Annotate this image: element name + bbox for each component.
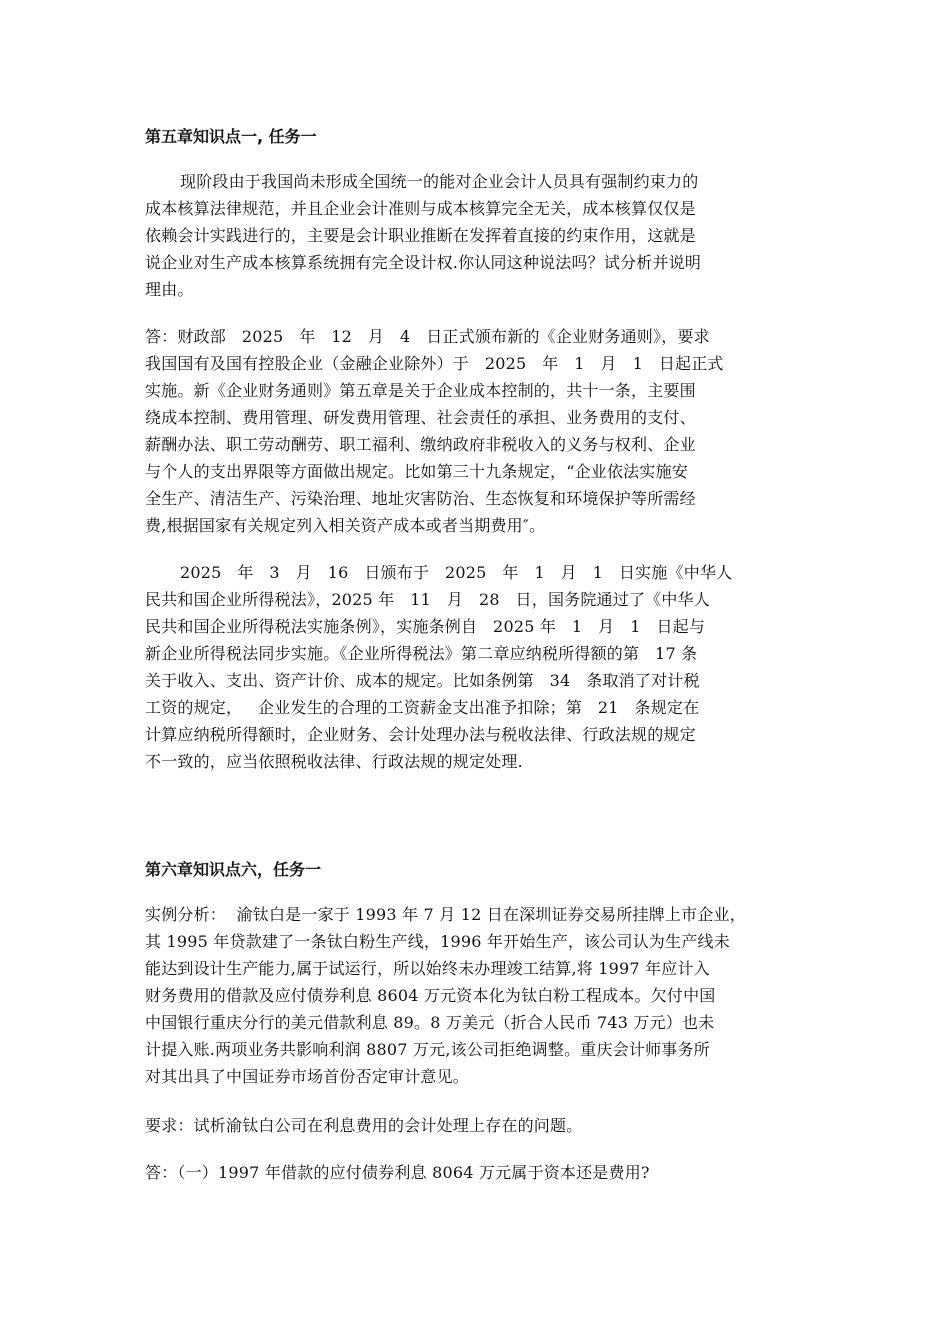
text-line: 理由。	[145, 280, 194, 299]
section-heading-chapter-6: 第六章知识点六，任务一	[145, 860, 322, 879]
text-line: 财务费用的借款及应付债券利息 8604 万元资本化为钛白粉工程成本。欠付中国	[145, 986, 716, 1005]
text-line: 依赖会计实践进行的，主要是会计职业推断在发挥着直接的约束作用，这就是	[145, 226, 696, 245]
text-line: 答：财政部 2025 年 12 月 4 日正式颁布新的《企业财务通则》，要求	[145, 327, 710, 346]
text-line: 成本核算法律规范，并且企业会计准则与成本核算完全无关，成本核算仅仅是	[145, 199, 696, 218]
text-line: 民共和国企业所得税法实施条例》，实施条例自 2025 年 1 月 1 日起与	[145, 617, 706, 636]
text-line: 实例分析： 渝钛白是一家于 1993 年 7 月 12 日在深圳证券交易所挂牌上市企业，	[145, 905, 746, 924]
text-line: 工资的规定， 企业发生的合理的工资薪金支出准予扣除；第 21 条规定在	[145, 698, 700, 717]
text-line: 说企业对生产成本核算系统拥有完全设计权.你认同这种说法吗？试分析并说明	[145, 253, 702, 272]
text-line: 不一致的，应当依照税收法律、行政法规的规定处理.	[145, 752, 523, 771]
text-line: 全生产、清洁生产、污染治理、地址灾害防治、生态恢复和环境保护等所需经	[145, 489, 696, 508]
text-line: 2025 年 3 月 16 日颁布于 2025 年 1 月 1 日实施《中华人	[180, 563, 733, 582]
text-line: 计算应纳税所得额时，企业财务、会计处理办法与税收法律、行政法规的规定	[145, 725, 696, 744]
text-line: 民共和国企业所得税法》，2025 年 11 月 28 日，国务院通过了《中华人	[145, 590, 710, 609]
text-line: 薪酬办法、职工劳动酬劳、职工福利、缴纳政府非税收入的义务与权利、企业	[145, 435, 696, 454]
text-line: 绕成本控制、费用管理、研发费用管理、社会责任的承担、业务费用的支付、	[145, 408, 696, 427]
text-line: 现阶段由于我国尚未形成全国统一的能对企业会计人员具有强制约束力的	[180, 172, 699, 191]
requirement-line: 要求：试析渝钛白公司在利息费用的会计处理上存在的问题。	[145, 1116, 583, 1135]
answer-start-line: 答：（一）1997 年借款的应付债券利息 8064 万元属于资本还是费用?	[145, 1163, 650, 1182]
text-line: 其 1995 年贷款建了一条钛白粉生产线，1996 年开始生产，该公司认为生产线未	[145, 932, 730, 951]
text-line: 关于收入、支出、资产计价、成本的规定。比如条例第 34 条取消了对计税	[145, 671, 700, 690]
text-line: 计提入账.两项业务共影响利润 8807 万元,该公司拒绝调整。重庆会计师事务所	[145, 1040, 710, 1059]
text-line: 对其出具了中国证券市场首份否定审计意见。	[145, 1067, 470, 1086]
text-line: 中国银行重庆分行的美元借款利息 89。8 万美元（折合人民币 743 万元）也未	[145, 1013, 715, 1032]
text-line: 费,根据国家有关规定列入相关资产成本或者当期费用″。	[145, 516, 546, 535]
text-line: 实施。新《企业财务通则》第五章是关于企业成本控制的，共十一条，主要围	[145, 381, 696, 400]
text-line: 我国国有及国有控股企业（金融企业除外）于 2025 年 1 月 1 日起正式	[145, 354, 724, 373]
text-line: 能达到设计生产能力,属于试运行，所以始终未办理竣工结算,将 1997 年应计入	[145, 959, 710, 978]
text-line: 新企业所得税法同步实施。《企业所得税法》第二章应纳税所得额的第 17 条	[145, 644, 698, 663]
section-heading-chapter-5: 第五章知识点一, 任务一	[145, 127, 317, 146]
text-line: 与个人的支出界限等方面做出规定。比如第三十九条规定，“企业依法实施安	[145, 462, 688, 481]
